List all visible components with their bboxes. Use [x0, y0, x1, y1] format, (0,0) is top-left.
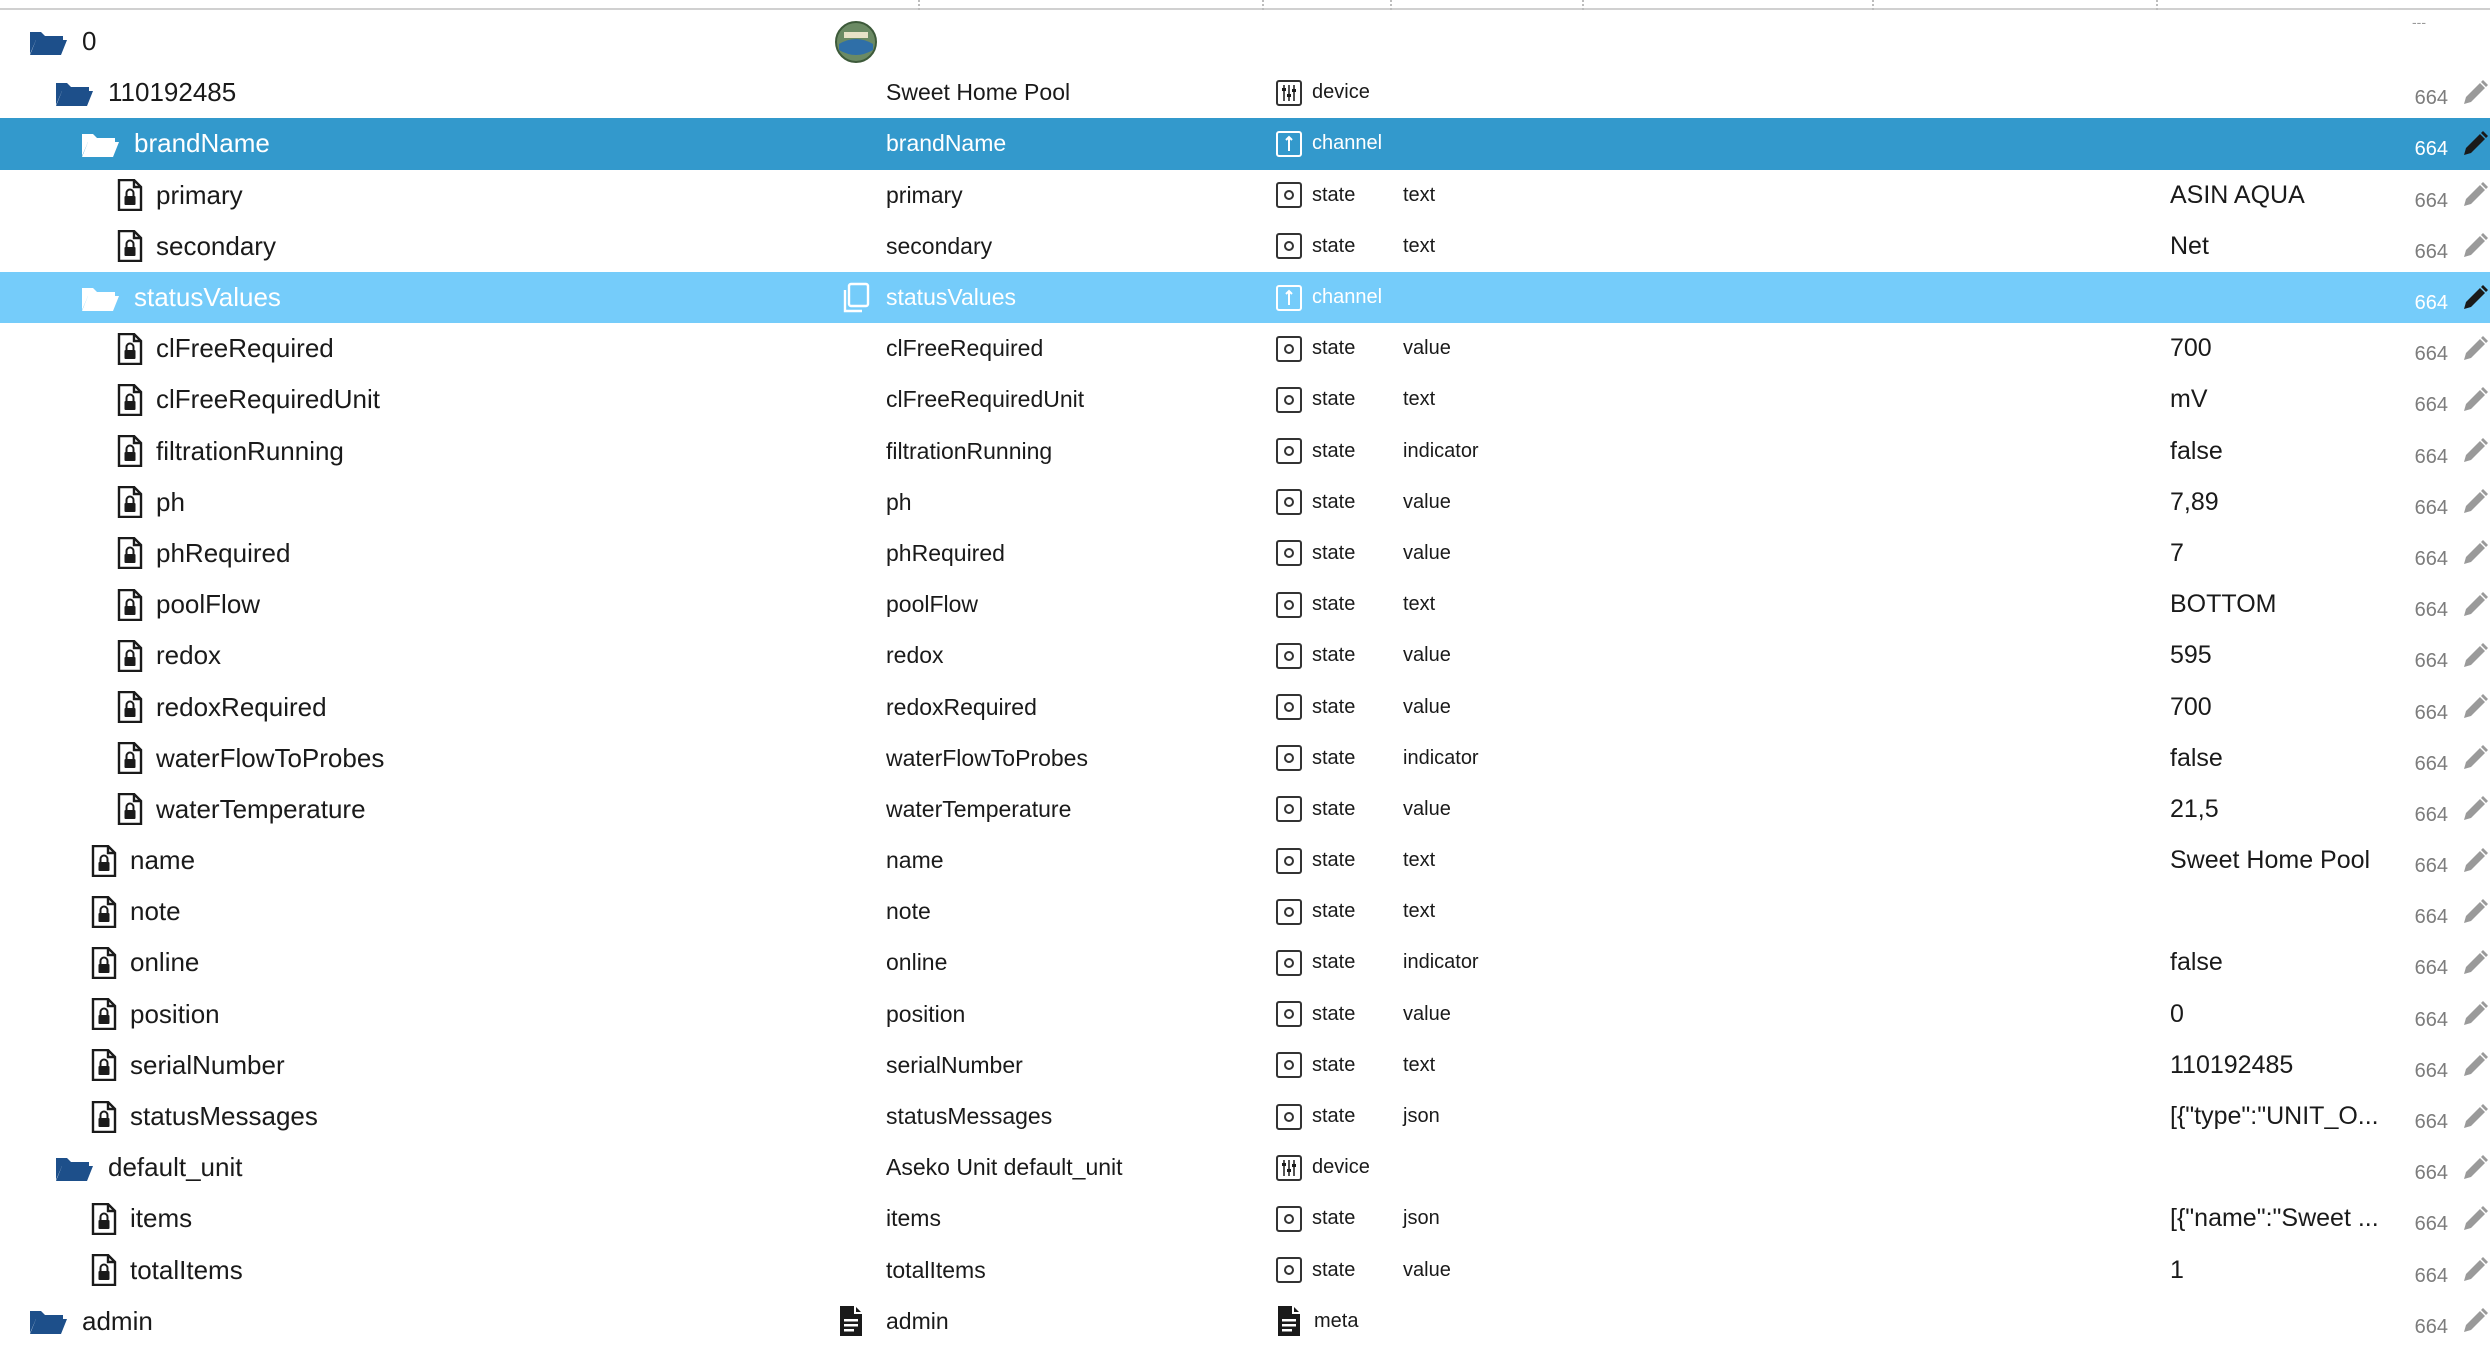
object-id: default_unit	[108, 1152, 243, 1183]
object-type: state	[1312, 746, 1356, 769]
object-value[interactable]	[2170, 16, 2402, 67]
object-type: state	[1312, 234, 1356, 257]
edit-icon[interactable]	[2460, 528, 2490, 579]
tree-row[interactable]	[0, 1245, 2490, 1296]
object-name: waterFlowToProbes	[886, 744, 1088, 771]
object-id: totalItems	[130, 1254, 243, 1285]
tree-row[interactable]	[0, 118, 2490, 169]
object-id: statusMessages	[130, 1101, 318, 1132]
folder-open-icon[interactable]	[28, 1296, 68, 1347]
edit-icon[interactable]	[2460, 477, 2490, 528]
acl-value: 664	[2414, 189, 2448, 212]
edit-icon[interactable]	[2460, 579, 2490, 630]
state-icon	[1276, 694, 1302, 720]
object-id: redox	[156, 640, 222, 671]
file-lock-icon[interactable]	[84, 886, 124, 937]
state-icon	[1276, 540, 1302, 566]
object-name: position	[886, 1000, 966, 1027]
object-type: state	[1312, 541, 1356, 564]
object-type: meta	[1314, 1309, 1359, 1332]
copy-icon[interactable]	[836, 272, 876, 323]
edit-icon[interactable]	[2460, 67, 2490, 118]
object-id: filtrationRunning	[156, 435, 344, 466]
object-type: state	[1312, 900, 1356, 923]
tree-row[interactable]	[0, 323, 2490, 374]
object-id: note	[130, 896, 181, 927]
object-value[interactable]: 7,89	[2170, 487, 2219, 516]
column-resize-handle[interactable]	[1262, 0, 1264, 10]
edit-icon[interactable]	[2460, 323, 2490, 374]
tree-row[interactable]	[0, 477, 2490, 528]
device-sliders-icon	[1276, 80, 1302, 106]
file-lock-icon[interactable]	[110, 784, 150, 835]
object-name: poolFlow	[886, 591, 979, 618]
object-role: indicator	[1403, 439, 1479, 462]
object-name: admin	[886, 1307, 949, 1334]
file-lock-icon[interactable]	[110, 528, 150, 579]
tree-row[interactable]	[0, 1296, 2490, 1347]
object-role: indicator	[1403, 951, 1479, 974]
object-value[interactable]: BOTTOM	[2170, 590, 2277, 619]
object-role: value	[1403, 797, 1451, 820]
state-icon	[1276, 489, 1302, 515]
column-resize-handle[interactable]	[1872, 0, 1874, 10]
object-name: statusMessages	[886, 1103, 1053, 1130]
object-name: statusValues	[886, 284, 1016, 311]
edit-icon[interactable]	[2460, 1245, 2490, 1296]
tree-row[interactable]	[0, 1142, 2490, 1193]
object-value[interactable]: 7	[2170, 538, 2184, 567]
object-name: serialNumber	[886, 1051, 1023, 1078]
object-value[interactable]: 595	[2170, 641, 2212, 670]
file-lock-icon[interactable]	[110, 630, 150, 681]
object-type: channel	[1312, 132, 1383, 155]
tree-row[interactable]	[0, 937, 2490, 988]
adapter-logo-icon	[834, 16, 878, 67]
object-id: serialNumber	[130, 1049, 285, 1080]
state-icon	[1276, 592, 1302, 618]
object-value[interactable]: mV	[2170, 385, 2208, 414]
object-id: name	[130, 845, 196, 876]
object-name: ph	[886, 488, 912, 515]
object-name: redox	[886, 642, 944, 669]
object-type: state	[1312, 1105, 1356, 1128]
object-role: value	[1403, 490, 1451, 513]
object-value[interactable]	[2170, 118, 2402, 169]
object-name: filtrationRunning	[886, 437, 1053, 464]
column-resize-handle[interactable]	[2156, 0, 2158, 10]
object-type: state	[1312, 644, 1356, 667]
edit-icon[interactable]	[2460, 170, 2490, 221]
state-icon	[1276, 1206, 1302, 1232]
edit-icon[interactable]	[2460, 733, 2490, 784]
tree-row[interactable]	[0, 221, 2490, 272]
object-tree	[0, 16, 2490, 1347]
object-type: state	[1312, 1053, 1356, 1076]
edit-icon[interactable]	[2460, 886, 2490, 937]
object-id: brandName	[134, 128, 270, 159]
object-name: totalItems	[886, 1256, 986, 1283]
object-id: clFreeRequired	[156, 333, 334, 364]
tree-row[interactable]	[0, 835, 2490, 886]
acl-value: 664	[2414, 906, 2448, 929]
state-icon	[1276, 1052, 1302, 1078]
object-value[interactable]: 1	[2170, 1255, 2184, 1284]
acl-value: 664	[2414, 1213, 2448, 1236]
acl-value-empty	[2408, 8, 2448, 59]
column-resize-handle[interactable]	[1390, 0, 1392, 10]
object-role: value	[1403, 541, 1451, 564]
acl-value: 664	[2414, 1315, 2448, 1338]
object-value[interactable]: Net	[2170, 231, 2209, 260]
tree-row[interactable]	[0, 426, 2490, 477]
file-lock-icon[interactable]	[84, 1193, 124, 1244]
state-icon	[1276, 233, 1302, 259]
device-sliders-icon	[1276, 1155, 1302, 1181]
file-lock-icon[interactable]	[110, 221, 150, 272]
object-role: value	[1403, 1002, 1451, 1025]
acl-value: 664	[2414, 599, 2448, 622]
object-type: channel	[1312, 286, 1383, 309]
file-lock-icon[interactable]	[84, 1091, 124, 1142]
edit-icon[interactable]	[2460, 989, 2490, 1040]
acl-value: 664	[2414, 1059, 2448, 1082]
object-id: redoxRequired	[156, 691, 327, 722]
object-value[interactable]: false	[2170, 743, 2223, 772]
edit-icon[interactable]	[2460, 937, 2490, 988]
state-icon	[1276, 1257, 1302, 1283]
tree-row[interactable]	[0, 681, 2490, 732]
acl-value: 664	[2414, 292, 2448, 315]
state-icon	[1276, 438, 1302, 464]
acl-value: 664	[2414, 752, 2448, 775]
object-value[interactable]	[2170, 67, 2402, 118]
object-name: clFreeRequired	[886, 335, 1044, 362]
object-name: secondary	[886, 232, 993, 259]
edit-icon[interactable]	[2460, 1142, 2490, 1193]
object-name: primary	[886, 181, 963, 208]
object-name: redoxRequired	[886, 693, 1037, 720]
object-role: value	[1403, 695, 1451, 718]
state-icon	[1276, 899, 1302, 925]
object-id: phRequired	[156, 537, 291, 568]
state-icon	[1276, 387, 1302, 413]
header-divider	[0, 8, 2490, 10]
acl-value: 664	[2414, 547, 2448, 570]
object-id: clFreeRequiredUnit	[156, 384, 380, 415]
object-type: state	[1312, 337, 1356, 360]
file-lock-icon[interactable]	[110, 426, 150, 477]
object-type: state	[1312, 695, 1356, 718]
file-lock-icon[interactable]	[110, 323, 150, 374]
file-lock-icon[interactable]	[110, 170, 150, 221]
tree-row[interactable]	[0, 886, 2490, 937]
acl-value: 664	[2414, 1264, 2448, 1287]
file-lock-icon[interactable]	[84, 1040, 124, 1091]
object-id: primary	[156, 179, 243, 210]
object-role: text	[1403, 593, 1436, 616]
object-value[interactable]: false	[2170, 948, 2223, 977]
object-value[interactable]: [{"type":"UNIT_O...	[2170, 1102, 2379, 1131]
tree-row[interactable]	[0, 579, 2490, 630]
acl-value: 664	[2414, 1111, 2448, 1134]
object-role: json	[1403, 1105, 1440, 1128]
file-lock-icon[interactable]	[84, 1245, 124, 1296]
tree-row[interactable]	[0, 16, 2490, 67]
acl-header-marker: ---	[2412, 14, 2426, 30]
edit-icon[interactable]	[2460, 630, 2490, 681]
object-value[interactable]: [{"name":"Sweet ...	[2170, 1204, 2379, 1233]
file-lock-icon[interactable]	[110, 374, 150, 425]
object-role: text	[1403, 849, 1436, 872]
object-type: device	[1312, 81, 1370, 104]
edit-icon[interactable]	[2460, 1296, 2490, 1347]
object-value[interactable]: 700	[2170, 334, 2212, 363]
object-role: indicator	[1403, 746, 1479, 769]
state-icon	[1276, 1001, 1302, 1027]
file-lock-icon[interactable]	[84, 937, 124, 988]
object-value[interactable]: 0	[2170, 999, 2184, 1028]
object-name: online	[886, 949, 948, 976]
object-name: brandName	[886, 130, 1007, 157]
object-id: poolFlow	[156, 589, 261, 620]
tree-row[interactable]	[0, 374, 2490, 425]
acl-value: 664	[2414, 87, 2448, 110]
folder-open-icon[interactable]	[80, 272, 120, 323]
channel-icon	[1276, 285, 1302, 311]
object-type: state	[1312, 951, 1356, 974]
edit-icon[interactable]	[2460, 681, 2490, 732]
object-name: items	[886, 1205, 941, 1232]
tree-row[interactable]	[0, 1040, 2490, 1091]
acl-value: 664	[2414, 803, 2448, 826]
folder-open-icon[interactable]	[54, 1142, 94, 1193]
object-name: phRequired	[886, 539, 1005, 566]
acl-value: 664	[2414, 650, 2448, 673]
file-lock-icon[interactable]	[110, 681, 150, 732]
edit-icon[interactable]	[2460, 1193, 2490, 1244]
object-value[interactable]	[2170, 1296, 2402, 1347]
state-icon	[1276, 848, 1302, 874]
acl-value: 664	[2414, 240, 2448, 263]
object-role: text	[1403, 234, 1436, 257]
object-id: admin	[82, 1305, 153, 1336]
folder-open-icon[interactable]	[28, 16, 68, 67]
state-icon	[1276, 1104, 1302, 1130]
tree-row[interactable]	[0, 272, 2490, 323]
object-type: state	[1312, 849, 1356, 872]
tree-row[interactable]	[0, 1193, 2490, 1244]
acl-value: 664	[2414, 855, 2448, 878]
tree-row[interactable]	[0, 528, 2490, 579]
acl-value: 664	[2414, 1162, 2448, 1185]
object-value[interactable]	[2170, 1142, 2402, 1193]
object-name: clFreeRequiredUnit	[886, 386, 1085, 413]
object-name: Sweet Home Pool	[886, 79, 1071, 106]
file-lock-icon[interactable]	[110, 477, 150, 528]
object-value[interactable]: 110192485	[2170, 1050, 2294, 1079]
object-role: text	[1403, 388, 1436, 411]
object-value[interactable]: Sweet Home Pool	[2170, 846, 2371, 875]
object-id: waterTemperature	[156, 793, 366, 824]
folder-open-icon[interactable]	[80, 118, 120, 169]
object-role: value	[1403, 1258, 1451, 1281]
object-type: state	[1312, 593, 1356, 616]
object-id: 0	[82, 26, 97, 57]
edit-icon[interactable]	[2460, 272, 2490, 323]
object-name: name	[886, 847, 944, 874]
object-type: state	[1312, 439, 1356, 462]
object-value[interactable]	[2170, 272, 2402, 323]
edit-icon[interactable]	[2460, 426, 2490, 477]
object-name: note	[886, 898, 931, 925]
acl-value: 664	[2414, 343, 2448, 366]
tree-row[interactable]	[0, 67, 2490, 118]
state-icon	[1276, 643, 1302, 669]
object-role: text	[1403, 900, 1436, 923]
state-icon	[1276, 182, 1302, 208]
state-icon	[1276, 745, 1302, 771]
object-role: text	[1403, 183, 1436, 206]
object-id: secondary	[156, 230, 276, 261]
object-role: json	[1403, 1207, 1440, 1230]
object-type: state	[1312, 183, 1356, 206]
edit-icon[interactable]	[2460, 118, 2490, 169]
file-lock-icon[interactable]	[110, 733, 150, 784]
object-id: ph	[156, 486, 185, 517]
column-resize-handle[interactable]	[918, 0, 920, 10]
meta-file-icon	[1276, 1305, 1302, 1337]
acl-value: 664	[2414, 394, 2448, 417]
object-role: text	[1403, 1053, 1436, 1076]
object-type: state	[1312, 490, 1356, 513]
edit-icon[interactable]	[2460, 835, 2490, 886]
object-type: state	[1312, 388, 1356, 411]
column-resize-handle[interactable]	[1582, 0, 1584, 10]
object-id: 110192485	[108, 77, 237, 108]
tree-row[interactable]	[0, 170, 2490, 221]
object-id: statusValues	[134, 282, 281, 313]
object-type: state	[1312, 1207, 1356, 1230]
tree-row[interactable]	[0, 1091, 2490, 1142]
object-value[interactable]: false	[2170, 436, 2223, 465]
state-icon	[1276, 336, 1302, 362]
object-name: waterTemperature	[886, 795, 1072, 822]
edit-icon[interactable]	[2460, 1091, 2490, 1142]
object-value[interactable]: 21,5	[2170, 794, 2219, 823]
file-lock-icon[interactable]	[84, 835, 124, 886]
object-id: items	[130, 1203, 193, 1234]
edit-icon[interactable]	[2460, 1040, 2490, 1091]
file-lock-icon[interactable]	[110, 579, 150, 630]
edit-icon[interactable]	[2460, 221, 2490, 272]
file-icon	[838, 1296, 864, 1347]
object-role: value	[1403, 644, 1451, 667]
object-id: waterFlowToProbes	[156, 742, 385, 773]
object-role: value	[1403, 337, 1451, 360]
object-name: Aseko Unit default_unit	[886, 1154, 1123, 1181]
edit-icon[interactable]	[2460, 374, 2490, 425]
edit-icon[interactable]	[2460, 784, 2490, 835]
object-value[interactable]: 700	[2170, 692, 2212, 721]
state-icon	[1276, 796, 1302, 822]
object-id: position	[130, 998, 220, 1029]
object-value[interactable]: ASIN AQUA	[2170, 180, 2305, 209]
tree-row[interactable]	[0, 630, 2490, 681]
channel-icon	[1276, 131, 1302, 157]
object-id: online	[130, 947, 200, 978]
acl-value: 664	[2414, 496, 2448, 519]
column-header-bar	[0, 0, 2490, 30]
object-type: device	[1312, 1156, 1370, 1179]
tree-row[interactable]	[0, 733, 2490, 784]
tree-row[interactable]	[0, 989, 2490, 1040]
acl-value: 664	[2414, 1008, 2448, 1031]
object-type: state	[1312, 797, 1356, 820]
acl-value: 664	[2414, 138, 2448, 161]
folder-open-icon[interactable]	[54, 67, 94, 118]
object-type: state	[1312, 1258, 1356, 1281]
acl-value: 664	[2414, 957, 2448, 980]
tree-row[interactable]	[0, 784, 2490, 835]
file-lock-icon[interactable]	[84, 989, 124, 1040]
object-type: state	[1312, 1002, 1356, 1025]
acl-value: 664	[2414, 701, 2448, 724]
object-value[interactable]	[2170, 886, 2402, 937]
acl-value: 664	[2414, 445, 2448, 468]
state-icon	[1276, 950, 1302, 976]
